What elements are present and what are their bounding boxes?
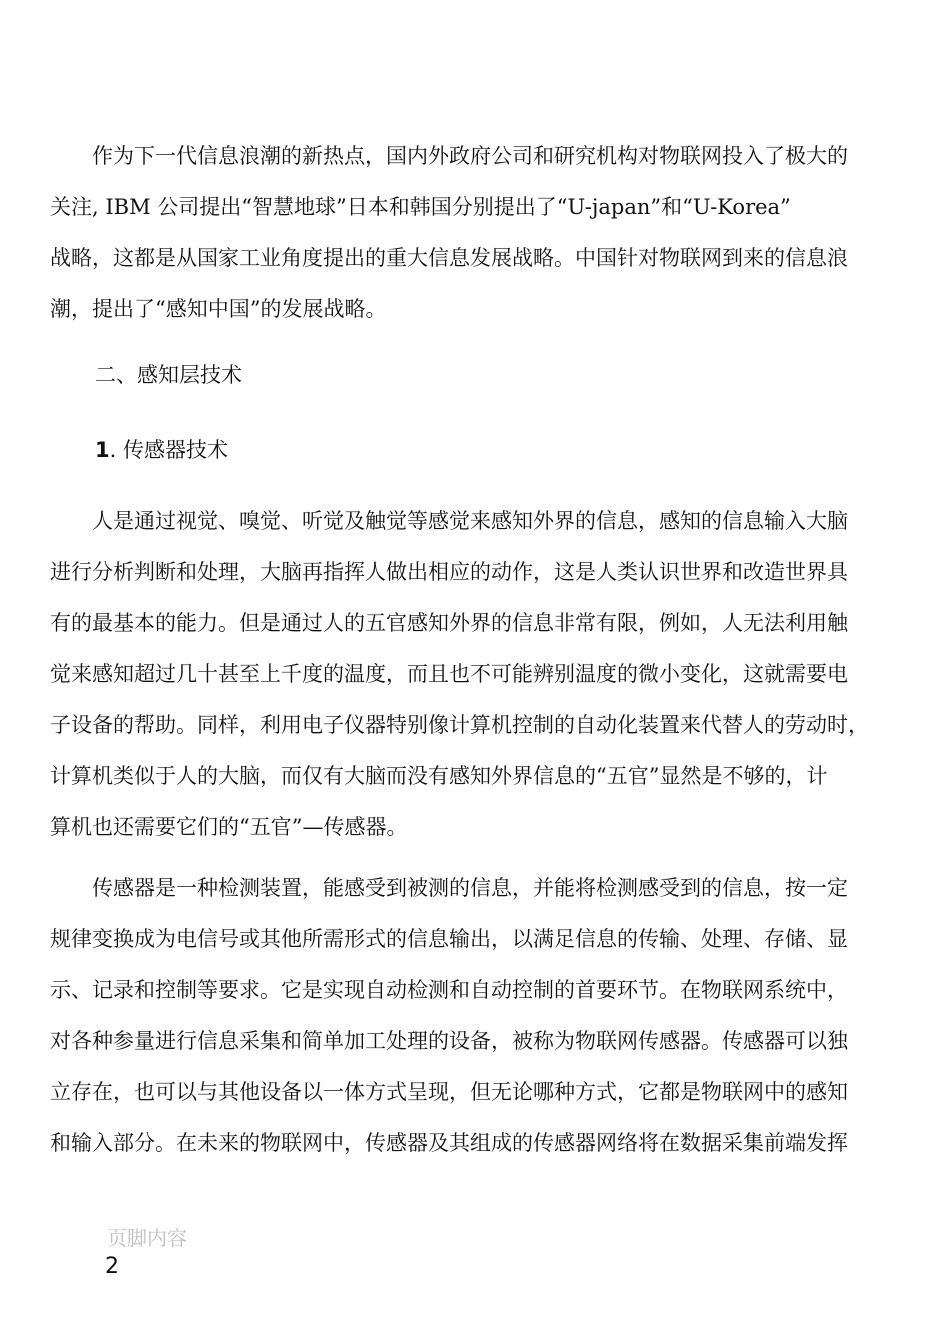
paragraph-sensor-definition (50, 863, 900, 1169)
paragraph-line: 对各种参量进行信息采集和简单加工处理的设备，被称为物联网传感器。传感器可以独 (50, 1029, 848, 1053)
paragraph-line: 人是通过视觉、嗅觉、听觉及触觉等感觉来感知外界的信息，感知的信息输入大脑 (50, 509, 848, 533)
subsection-number: 1 (95, 438, 110, 462)
paragraph-line: 规律变换成为电信号或其他所需形式的信息输出，以满足信息的传输、处理、存储、显 (50, 927, 848, 951)
paragraph-line: 子设备的帮助。同样，利用电子仪器特别像计算机控制的自动化装置来代替人的劳动时， (50, 713, 869, 737)
subsection-title: 传感器技术 (123, 438, 228, 462)
paragraph-line: 关注, IBM 公司提出“智慧地球”日本和韩国分别提出了“U-japan”和“U-Korea” (50, 195, 791, 219)
subsection-separator: . (109, 438, 117, 462)
paragraph-line: 觉来感知超过几十甚至上千度的温度，而且也不可能辨别温度的微小变化，这就需要电 (50, 662, 848, 686)
paragraph-line: 有的最基本的能力。但是通过人的五官感知外界的信息非常有限，例如，人无法利用触 (50, 611, 848, 635)
paragraph-line: 立存在，也可以与其他设备以一体方式呈现，但无论哪种方式，它都是物联网中的感知 (50, 1080, 848, 1104)
paragraph-line: 算机也还需要它们的“五官”—传感器。 (50, 815, 408, 839)
section-heading: 二、感知层技术 (95, 363, 242, 387)
paragraph-line: 示、记录和控制等要求。它是实现自动检测和自动控制的首要环节。在物联网系统中， (50, 978, 848, 1002)
footer-text: 页脚内容 (107, 1226, 187, 1250)
paragraph-senses (50, 496, 900, 853)
paragraph-line: 传感器是一种检测装置，能感受到被测的信息，并能将检测感受到的信息，按一定 (50, 876, 848, 900)
paragraph-intro (50, 131, 900, 335)
paragraph-line: 潮，提出了“感知中国”的发展战略。 (50, 297, 387, 321)
paragraph-line: 进行分析判断和处理，大脑再指挥人做出相应的动作，这是人类认识世界和改造世界具 (50, 560, 848, 584)
paragraph-line: 作为下一代信息浪潮的新热点，国内外政府公司和研究机构对物联网投入了极大的 (50, 144, 848, 168)
paragraph-line: 和输入部分。在未来的物联网中，传感器及其组成的传感器网络将在数据采集前端发挥 (50, 1131, 848, 1155)
paragraph-line: 计算机类似于人的大脑，而仅有大脑而没有感知外界信息的“五官”显然是不够的，计 (50, 764, 828, 788)
page-number: 2 (105, 1254, 119, 1279)
paragraph-line: 战略，这都是从国家工业角度提出的重大信息发展战略。中国针对物联网到来的信息浪 (50, 246, 848, 270)
subsection-heading (95, 425, 228, 476)
document-page (50, 0, 900, 1344)
